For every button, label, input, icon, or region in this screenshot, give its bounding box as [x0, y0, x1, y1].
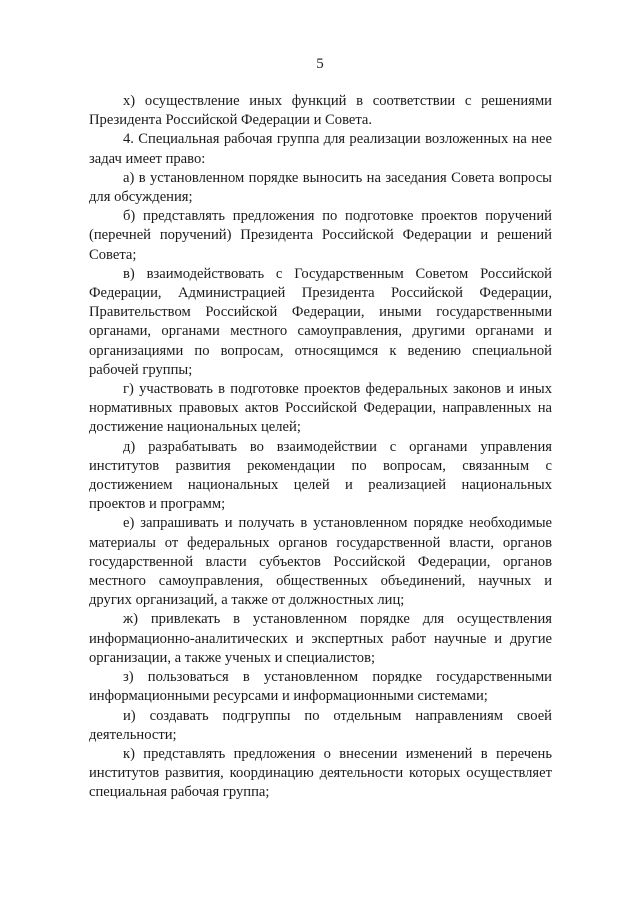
paragraph-kh: х) осуществление иных функций в соответствии с решениями Президента Российской Федерации и Совета.	[89, 93, 552, 129]
paragraph-v: в) взаимодействовать с Государственным Советом Российской Федерации, Администрацией Президента Российской Федерации, Правительством Российской Федерации, иными государственными органами, органами местного самоуправления, другими органами и организациями по вопросам, относящимся к ведению специальной рабочей группы;	[89, 265, 552, 378]
paragraph-e: е) запрашивать и получать в установленном порядке необходимые материалы от федеральных органов государственной власти, органов государственной власти субъектов Российской Федерации, органов местного самоуправления, общественных объединений, научных и других организаций, а также от должностных лиц;	[89, 515, 552, 609]
paragraph-k: к) представлять предложения о внесении изменений в перечень институтов развития, координацию деятельности которых осуществляет специальная рабочая группа;	[89, 745, 552, 801]
paragraph-b: б) представлять предложения по подготовке проектов поручений (перечней поручений) Президента Российской Федерации и решений Совета;	[89, 208, 552, 263]
paragraph-d: д) разрабатывать во взаимодействии с органами управления институтов развития рекомендации по вопросам, связанным с достижением национальных целей и реализацией национальных проектов и программ;	[89, 438, 552, 513]
page-number: 5	[316, 56, 324, 72]
document-body	[89, 92, 552, 803]
paragraph-a: а) в установленном порядке выносить на заседания Совета вопросы для обсуждения;	[89, 169, 552, 206]
paragraph-section-4: 4. Специальная рабочая группа для реализации возложенных на нее задач имеет право:	[89, 131, 552, 167]
paragraph-zh: ж) привлекать в установленном порядке для осуществления информационно-аналитических и экспертных работ научные и другие организации, а также ученых и специалистов;	[89, 611, 552, 666]
paragraph-i: и) создавать подгруппы по отдельным направлениям своей деятельности;	[89, 707, 552, 743]
paragraph-g: г) участвовать в подготовке проектов федеральных законов и иных нормативных правовых актов Российской Федерации, направленных на достижение национальных целей;	[89, 381, 552, 436]
paragraph-z: з) пользоваться в установленном порядке государственными информационными ресурсами и информационными системами;	[89, 669, 552, 705]
